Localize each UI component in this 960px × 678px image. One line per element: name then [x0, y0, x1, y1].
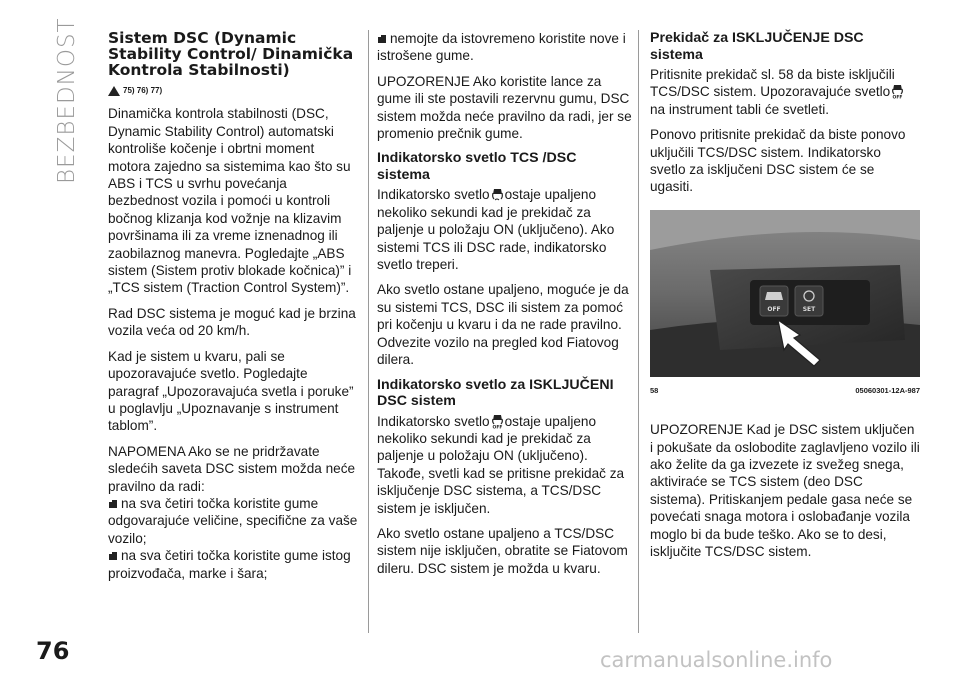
paragraph	[377, 186, 632, 273]
page-number: 76	[36, 637, 70, 665]
paragraph-text: ostaje upaljeno nekoliko sekundi kad je prekidač za paljenje u položaju ON (uključeno). Takođe, svetli kad se pritisne prekidač za isključenje DSC sistema, a TCS/DSC sistem je isključen.	[377, 413, 625, 516]
dsc-indicator-icon	[491, 187, 504, 202]
warning-references	[108, 82, 358, 99]
paragraph	[650, 66, 920, 118]
paragraph: Rad DSC sistema je moguć kad je brzina vozila veća od 20 km/h.	[108, 305, 356, 339]
svg-text:SET: SET	[802, 305, 816, 313]
warning-triangle-icon	[108, 86, 120, 96]
figure-58-photo	[650, 210, 920, 377]
column-divider	[368, 30, 369, 633]
svg-text:OFF: OFF	[767, 305, 781, 313]
list-item-text: na sva četiri točka koristite gume odgovarajuće veličine, specifične za vaše vozilo;	[108, 495, 358, 546]
bullet-icon	[377, 34, 387, 44]
dsc-off-indicator-icon	[891, 84, 904, 99]
note-paragraph: NAPOMENA Ako se ne pridržavate sledećih saveta DSC sistem možda neće pravilno da radi:	[108, 443, 356, 494]
dsc-off-indicator-icon	[491, 414, 504, 429]
figure-code: 05060301-12A-987	[855, 385, 920, 395]
paragraph: Ako svetlo ostane upaljeno, moguće je da su sistemi TCS, DSC ili sistem za pomoć pri kočenju u kvaru i da ne rade pravilno. Odvezite vozilo na pregled kod Fiatovog dilera.	[377, 282, 629, 368]
paragraph-text: na instrument tabli će svetleti.	[650, 101, 830, 117]
list-item	[377, 30, 632, 65]
paragraph: Ponovo pritisnite prekidač da biste ponovo uključili TCS/DSC sistem. Indikatorsko svetlo za isključeni DSC sistem će se ugasiti.	[650, 127, 906, 195]
warning-paragraph: UPOZORENJE Kad je DSC sistem uključen i pokušate da oslobodite zaglavljeno vozilo ili ako želite da ga izvezete iz svežeg snega, aktiviraće se TCS sistem (deo DSC sistema). Pritiskanjem pedale gasa neće se povećati snaga motora i oslobađanje vozila moglo bi da bude teško. Ako se to desi, isključite TCS/DSC sistem.	[650, 422, 920, 560]
figure-caption	[650, 382, 920, 399]
paragraph	[377, 413, 632, 517]
column-3	[650, 30, 920, 569]
paragraph-text: ostaje upaljeno nekoliko sekundi kad je prekidač za paljenje u položaju ON (uključeno). Ako sistemi TCS ili DSC rade, indikatorsko svetlo treperi.	[377, 187, 615, 273]
chapter-side-tab	[54, 17, 80, 184]
paragraph: Dinamička kontrola stabilnosti (DSC, Dynamic Stability Control) automatski kontroliše kočenje i obrtni moment motora zajedno sa sistemima kao što su ABS i TCS u svrhu povećanja bezbednost vozila i pomoći u kontroli bočnog klizanja kod vožnje na klizavim površinama ili za vreme iznenadnog ili zaobilaznog manevra. Pogledajte „ABS sistem (Sistem protiv blokade kočnica)” i „TCS sistem (Traction Control System)”.	[108, 106, 352, 296]
column-divider	[638, 30, 639, 633]
paragraph: Kad je sistem u kvaru, pali se upozoravajuće svetlo. Pogledajte paragraf „Upozoravajuća svetla i poruke” u poglavlju „Upoznavanje s instrument tablom”.	[108, 348, 354, 434]
bullet-icon	[108, 551, 118, 561]
watermark: carmanualsonline.info	[600, 648, 833, 672]
column-2	[377, 30, 632, 585]
paragraph-text: Indikatorsko svetlo	[377, 187, 490, 203]
svg-text:OFF: OFF	[892, 95, 903, 100]
chapter-side-label: BEZBEDNOST	[54, 17, 80, 184]
figure-number: 58	[650, 385, 659, 395]
column-1	[108, 30, 358, 590]
bullet-icon	[108, 499, 118, 509]
paragraph: Ako svetlo ostane upaljeno a TCS/DSC sistem nije isključen, obratite se Fiatovom dileru. DSC sistem je možda u kvaru.	[377, 525, 628, 576]
subsection-title: Prekidač za ISKLJUČENJE DSC sistema	[650, 30, 864, 63]
svg-text:OFF: OFF	[492, 425, 503, 429]
warning-paragraph: UPOZORENJE Ako koristite lance za gume ili ste postavili rezervnu gumu, DSC sistem možda neće pravilno da radi, jer se promenio prečnik gume.	[377, 73, 632, 142]
paragraph-text: Pritisnite prekidač sl. 58 da biste isključili TCS/DSC sistem. Upozoravajuće svetlo	[650, 67, 895, 100]
subsection-title: Indikatorsko svetlo za ISKLJUČENI DSC sistem	[377, 376, 614, 409]
paragraph-text: Indikatorsko svetlo	[377, 413, 490, 429]
subsection-title: Indikatorsko svetlo TCS /DSC sistema	[377, 150, 577, 183]
list-item-text: nemojte da istovremeno koristite nove i istrošene gume.	[377, 31, 626, 64]
dashboard-switch-photo	[650, 210, 920, 377]
list-item	[108, 547, 358, 582]
warning-refs-text: 75) 76) 77)	[123, 86, 163, 95]
list-item-text: na sva četiri točka koristite gume istog proizvođača, marke i šara;	[108, 548, 351, 581]
list-item	[108, 495, 358, 547]
section-title: Sistem DSC (Dynamic Stability Control/ Dinamička Kontrola Stabilnosti)	[108, 29, 354, 79]
